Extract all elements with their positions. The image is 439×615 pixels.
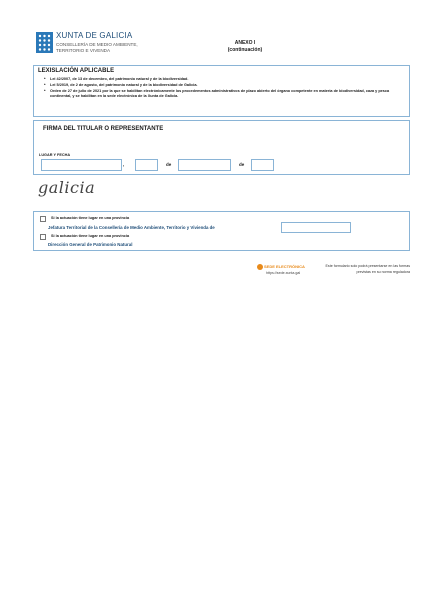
org-name: XUNTA DE GALICIA — [56, 31, 133, 40]
annex-title: ANEXO I — [234, 40, 256, 46]
signature-title: FIRMA DEL TITULAR O REPRESENTANTE — [43, 126, 164, 132]
place-input[interactable] — [41, 159, 125, 171]
option-label: Si la actuación tiene lugar en una provincia — [51, 234, 130, 238]
submission-notice: Este formulario solo podrá presentarse en las formas previstas en su norma reguladora — [325, 264, 410, 274]
sede-url[interactable]: https://sede.xunta.gal — [266, 271, 301, 275]
place-date-label: LUGAR Y FECHA — [39, 153, 71, 157]
xunta-logo-icon — [36, 32, 53, 53]
legislation-title: LEXISLACIÓN APLICABLE — [38, 68, 115, 74]
sede-icon — [257, 264, 263, 270]
legislation-section — [33, 65, 410, 117]
destination-directorate: Dirección General de Patrimonio Natural — [48, 242, 133, 247]
month-input[interactable] — [178, 159, 231, 171]
org-department: CONSELLERÍA DE MEDIO AMBIENTE, TERRITORIO E VIVENDA — [56, 42, 138, 53]
legislation-item: • Orden de 27 de julio de 2021 por la que se habilitan electrónicamente los procedementos administrativos de plazo abierto del órgano competente en materia de biodiversidad, caza y pesca continental, y se habilitan en la sede electrónica de la Xunta de Galicia. — [44, 89, 399, 98]
destination-territorial: Jefatura Territorial de la Consellería de Medio Ambiente, Territorio y Vivienda de — [48, 225, 215, 230]
option-label: Si la actuación tiene lugar en una provincia — [51, 216, 130, 220]
sede-label: SEDE ELECTRÓNICA — [264, 264, 305, 269]
de-separator: de — [239, 162, 245, 167]
day-input[interactable] — [135, 159, 158, 171]
annex-heading — [150, 40, 340, 53]
option-checkbox[interactable] — [40, 216, 46, 222]
galicia-logo: galicia — [38, 178, 96, 197]
legislation-list — [44, 77, 399, 100]
signature-section — [33, 120, 410, 175]
de-separator: de — [166, 162, 172, 167]
organ-section — [33, 211, 410, 251]
option-checkbox[interactable] — [40, 234, 46, 240]
legislation-item: • Lei 42/2007, de 13 de decembro, del patrimonio natural y de la biodiversidad. — [44, 77, 399, 82]
comma-separator: , — [123, 162, 125, 167]
annex-subtitle: (continuación) — [227, 46, 263, 53]
year-input[interactable] — [251, 159, 274, 171]
province-input[interactable] — [281, 222, 351, 233]
legislation-item: • Lei 5/2019, de 2 de agosto, del patrimonio natural y de la biodiversidad de Galicia. — [44, 83, 399, 88]
